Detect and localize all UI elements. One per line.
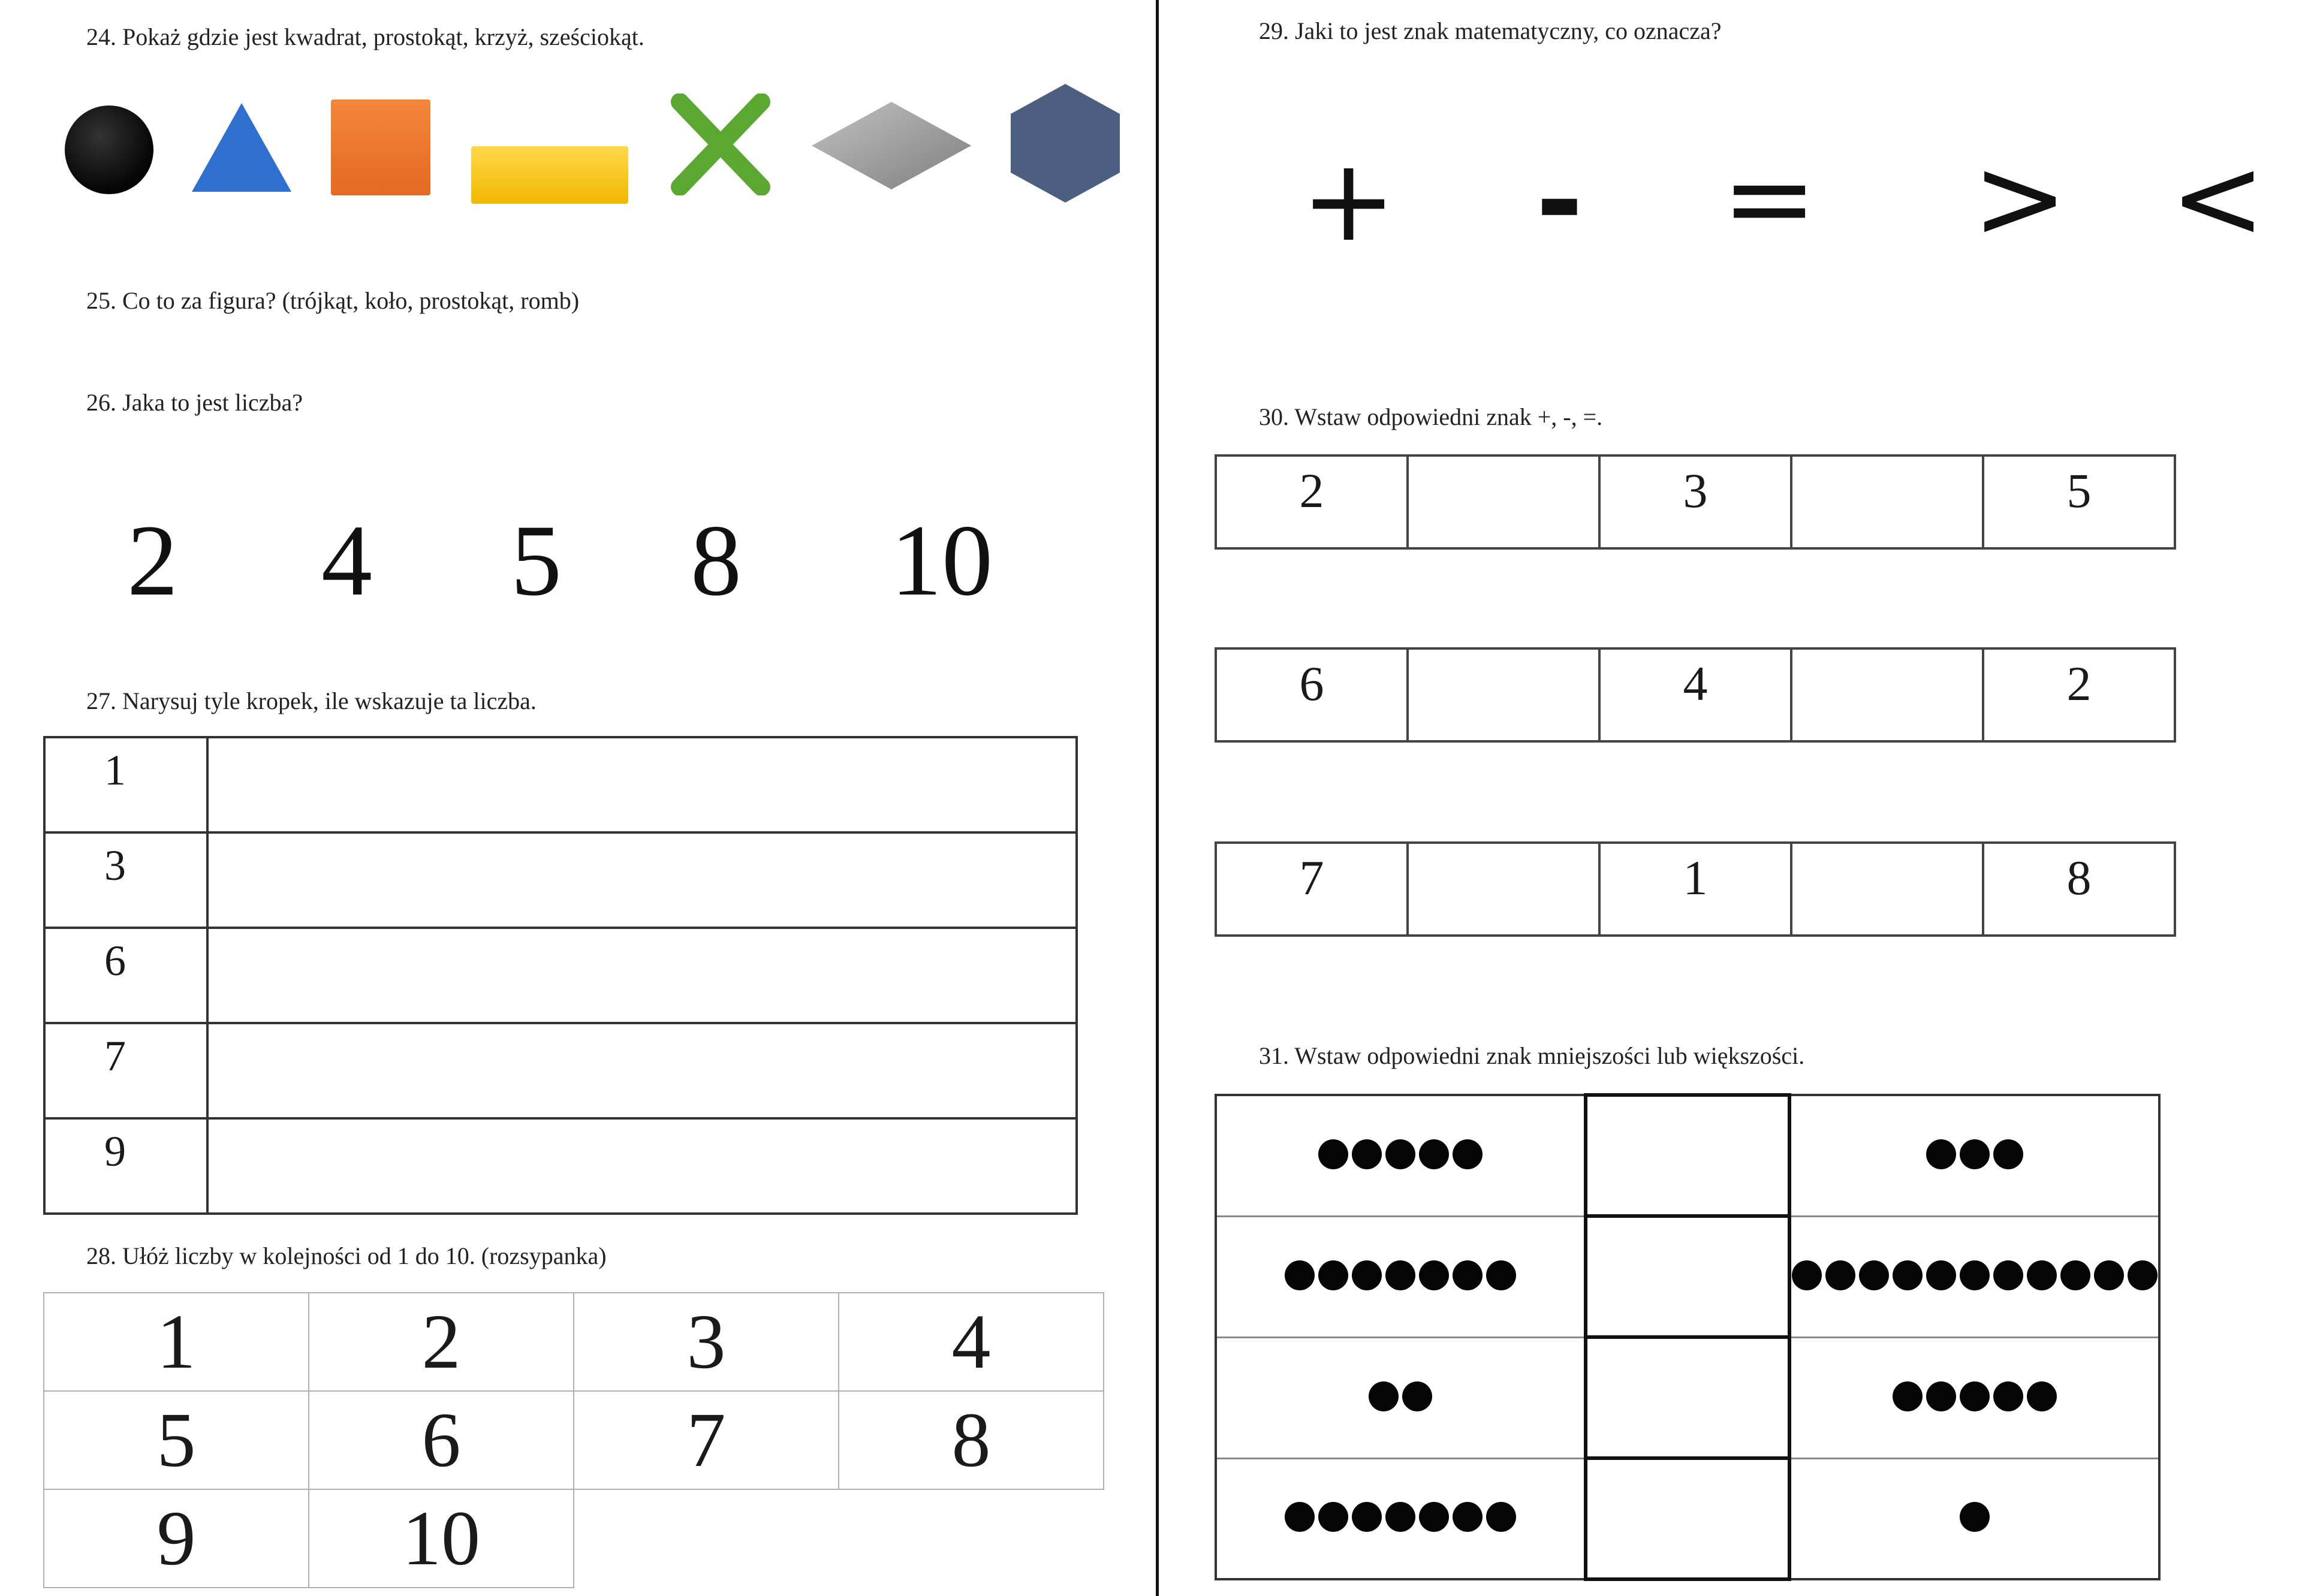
dot-icon bbox=[2027, 1260, 2057, 1290]
dot-group bbox=[1318, 1139, 1483, 1169]
operand-cell: 1 bbox=[1599, 843, 1791, 936]
operand-cell: 8 bbox=[1983, 843, 2175, 936]
row-number: 7 bbox=[44, 1023, 207, 1118]
dot-icon bbox=[1926, 1139, 1956, 1169]
sign-answer-cell[interactable] bbox=[1791, 648, 1983, 741]
table-row bbox=[44, 1293, 1104, 1391]
table-row bbox=[1216, 455, 2175, 548]
dot-icon bbox=[1352, 1502, 1382, 1532]
plus-sign-icon: + bbox=[1301, 134, 1397, 267]
question-31: 31. Wstaw odpowiedni znak mniejszości lub większości. bbox=[1259, 1042, 1805, 1069]
table-row bbox=[1216, 1095, 2159, 1216]
number-10: 10 bbox=[891, 504, 993, 617]
dot-icon bbox=[1385, 1260, 1415, 1290]
sign-answer-cell[interactable] bbox=[1791, 455, 1983, 548]
number-tile[interactable]: 5 bbox=[44, 1391, 309, 1489]
dot-group bbox=[1369, 1381, 1432, 1411]
dot-icon bbox=[1893, 1381, 1923, 1411]
dot-icon bbox=[1486, 1502, 1516, 1532]
answer-cell[interactable] bbox=[207, 928, 1077, 1023]
table-row bbox=[44, 1118, 1077, 1214]
dot-group bbox=[1792, 1260, 2158, 1290]
question-25: 25. Co to za figura? (trójkąt, koło, prostokąt, romb) bbox=[86, 287, 580, 314]
dot-group bbox=[1926, 1139, 2023, 1169]
dot-icon bbox=[1792, 1260, 1822, 1290]
sign-answer-cell[interactable] bbox=[1791, 843, 1983, 936]
operand-cell: 7 bbox=[1216, 843, 1408, 936]
sign-answer-cell[interactable] bbox=[1408, 455, 1599, 548]
circle-shape-icon[interactable] bbox=[65, 105, 153, 194]
number-tile[interactable]: 10 bbox=[309, 1489, 574, 1588]
dot-icon bbox=[1419, 1502, 1449, 1532]
dot-icon bbox=[1419, 1139, 1449, 1169]
dot-icon bbox=[1385, 1502, 1415, 1532]
table-row bbox=[44, 928, 1077, 1023]
table-row bbox=[44, 737, 1077, 832]
question-28: 28. Ułóż liczby w kolejności od 1 do 10. (rozsypanka) bbox=[86, 1242, 607, 1269]
table-row bbox=[1216, 1337, 2159, 1458]
number-tile[interactable]: 7 bbox=[574, 1391, 839, 1489]
equals-sign-icon: = bbox=[1722, 132, 1818, 264]
dot-icon bbox=[1960, 1260, 1990, 1290]
dot-icon bbox=[1285, 1260, 1315, 1290]
question-29: 29. Jaki to jest znak matematyczny, co oznacza? bbox=[1259, 17, 1722, 44]
number-4: 4 bbox=[321, 504, 372, 617]
comparison-answer-cell[interactable] bbox=[1586, 1337, 1789, 1458]
dot-icon bbox=[1486, 1260, 1516, 1290]
table-row bbox=[1216, 1216, 2159, 1337]
page-divider bbox=[1156, 0, 1159, 1596]
dot-icon bbox=[1825, 1260, 1855, 1290]
number-5: 5 bbox=[511, 504, 562, 617]
square-shape-icon[interactable] bbox=[331, 99, 430, 195]
number-tile[interactable]: 1 bbox=[44, 1293, 309, 1391]
operand-cell: 3 bbox=[1599, 455, 1791, 548]
less-than-sign-icon: < bbox=[2170, 132, 2266, 264]
left-dots-cell bbox=[1216, 1095, 1586, 1216]
empty-cell bbox=[839, 1489, 1104, 1588]
dot-icon bbox=[1385, 1139, 1415, 1169]
dots-drawing-table bbox=[43, 736, 1078, 1215]
operand-cell: 2 bbox=[1983, 648, 2175, 741]
answer-cell[interactable] bbox=[207, 1023, 1077, 1118]
table-row bbox=[44, 1391, 1104, 1489]
table-row bbox=[1216, 1458, 2159, 1579]
row-number: 3 bbox=[44, 832, 207, 928]
table-row bbox=[44, 832, 1077, 928]
dot-icon bbox=[1453, 1139, 1483, 1169]
dot-icon bbox=[1960, 1139, 1990, 1169]
dot-icon bbox=[1453, 1260, 1483, 1290]
triangle-shape-icon[interactable] bbox=[189, 101, 294, 194]
right-dots-cell bbox=[1789, 1095, 2159, 1216]
equation-row-3 bbox=[1215, 841, 2176, 937]
number-2: 2 bbox=[127, 504, 178, 617]
dot-icon bbox=[1318, 1260, 1348, 1290]
operand-cell: 2 bbox=[1216, 455, 1408, 548]
number-tile[interactable]: 9 bbox=[44, 1489, 309, 1588]
comparison-answer-cell[interactable] bbox=[1586, 1216, 1789, 1337]
answer-cell[interactable] bbox=[207, 737, 1077, 832]
dot-icon bbox=[1993, 1260, 2023, 1290]
comparison-answer-cell[interactable] bbox=[1586, 1095, 1789, 1216]
dot-group bbox=[1285, 1502, 1516, 1532]
dot-icon bbox=[2060, 1260, 2090, 1290]
dot-icon bbox=[1926, 1381, 1956, 1411]
number-tile[interactable]: 4 bbox=[839, 1293, 1104, 1391]
number-8: 8 bbox=[691, 504, 742, 617]
question-30: 30. Wstaw odpowiedni znak +, -, =. bbox=[1259, 403, 1603, 430]
number-tile[interactable]: 6 bbox=[309, 1391, 574, 1489]
comparison-answer-cell[interactable] bbox=[1586, 1458, 1789, 1579]
left-dots-cell bbox=[1216, 1458, 1586, 1579]
right-dots-cell bbox=[1789, 1458, 2159, 1579]
dot-icon bbox=[1993, 1381, 2023, 1411]
greater-than-sign-icon: > bbox=[1972, 132, 2068, 264]
number-tile[interactable]: 3 bbox=[574, 1293, 839, 1391]
sign-answer-cell[interactable] bbox=[1408, 648, 1599, 741]
dot-icon bbox=[1993, 1139, 2023, 1169]
dot-group bbox=[1960, 1502, 1990, 1532]
answer-cell[interactable] bbox=[207, 832, 1077, 928]
row-number: 9 bbox=[44, 1118, 207, 1214]
dot-icon bbox=[1318, 1139, 1348, 1169]
number-tile[interactable]: 2 bbox=[309, 1293, 574, 1391]
dot-icon bbox=[1369, 1381, 1399, 1411]
dot-icon bbox=[1960, 1502, 1990, 1532]
operand-cell: 4 bbox=[1599, 648, 1791, 741]
dot-icon bbox=[1893, 1260, 1923, 1290]
equation-row-2 bbox=[1215, 647, 2176, 743]
equation-row-1 bbox=[1215, 454, 2176, 550]
minus-sign-icon: - bbox=[1536, 134, 1583, 267]
hexagon-shape-icon[interactable] bbox=[1008, 83, 1122, 204]
dot-icon bbox=[1926, 1260, 1956, 1290]
rectangle-shape-icon[interactable] bbox=[471, 146, 628, 204]
operand-cell: 5 bbox=[1983, 455, 2175, 548]
question-24: 24. Pokaż gdzie jest kwadrat, prostokąt, krzyż, sześciokąt. bbox=[86, 23, 644, 50]
compare-dots-table bbox=[1215, 1093, 2161, 1581]
dot-icon bbox=[1960, 1381, 1990, 1411]
table-row bbox=[1216, 648, 2175, 741]
dot-icon bbox=[1318, 1502, 1348, 1532]
dot-icon bbox=[1352, 1260, 1382, 1290]
dot-group bbox=[1285, 1260, 1516, 1290]
number-order-table bbox=[43, 1292, 1104, 1588]
row-number: 1 bbox=[44, 737, 207, 832]
table-row bbox=[1216, 843, 2175, 936]
dot-icon bbox=[2027, 1381, 2057, 1411]
dot-icon bbox=[2128, 1260, 2158, 1290]
dot-icon bbox=[2094, 1260, 2124, 1290]
empty-cell bbox=[574, 1489, 839, 1588]
cross-shape-icon[interactable] bbox=[670, 93, 771, 195]
table-row bbox=[44, 1023, 1077, 1118]
question-27: 27. Narysuj tyle kropek, ile wskazuje ta liczba. bbox=[86, 687, 537, 714]
dot-icon bbox=[1285, 1502, 1315, 1532]
operand-cell: 6 bbox=[1216, 648, 1408, 741]
dot-icon bbox=[1352, 1139, 1382, 1169]
row-number: 6 bbox=[44, 928, 207, 1023]
diamond-shape-icon[interactable] bbox=[810, 101, 972, 191]
sign-answer-cell[interactable] bbox=[1408, 843, 1599, 936]
right-dots-cell bbox=[1789, 1216, 2159, 1337]
left-dots-cell bbox=[1216, 1216, 1586, 1337]
number-tile[interactable]: 8 bbox=[839, 1391, 1104, 1489]
question-26: 26. Jaka to jest liczba? bbox=[86, 389, 303, 416]
dot-icon bbox=[1859, 1260, 1889, 1290]
right-dots-cell bbox=[1789, 1337, 2159, 1458]
dot-group bbox=[1893, 1381, 2057, 1411]
table-row bbox=[44, 1489, 1104, 1588]
answer-cell[interactable] bbox=[207, 1118, 1077, 1214]
left-dots-cell bbox=[1216, 1337, 1586, 1458]
dot-icon bbox=[1419, 1260, 1449, 1290]
dot-icon bbox=[1402, 1381, 1432, 1411]
dot-icon bbox=[1453, 1502, 1483, 1532]
